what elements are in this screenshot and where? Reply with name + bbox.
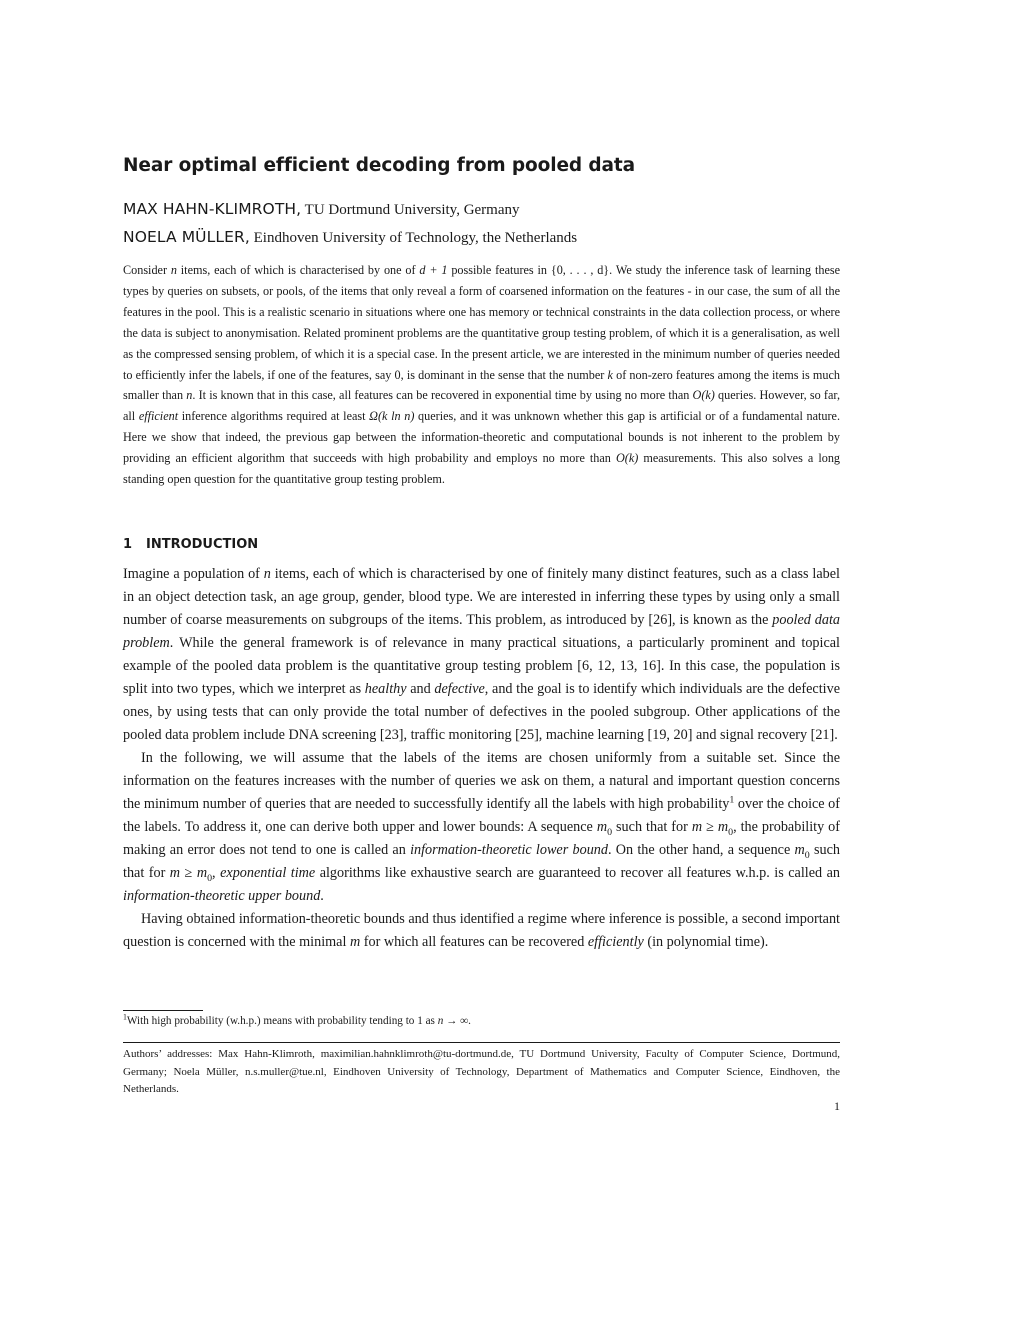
abstract-text: inference algorithms required at least [178, 409, 370, 424]
abstract-text: of non-zero features among the items is much smaller than [123, 367, 840, 403]
body-text: , the probability of making an error does not tend to one is called an [123, 819, 840, 858]
math-m0: m [794, 842, 805, 858]
math-subscript: 0 [207, 872, 213, 884]
math-d-plus-1: d + 1 [419, 263, 448, 277]
author-addresses: Authors’ addresses: Max Hahn-Klimroth, maximilian.hahnklimroth@tu-dortmund.de, TU Dortmund University, Faculty of Computer Science, Dortmund, Germany; Noela Müller, n.s.muller@tue.nl, Eindhoven University of Technology, Department of Mathematics and Computer Science, Eindhoven, the Netherlands. [123, 1048, 840, 1095]
body-text: In the following, we will assume that the labels of the items are chosen uniformly from a suitable set. Since the information on the features increases with the number of queries we ask on them, a natural and important question concerns the minimum number of queries that are needed to successfully identify all the labels with high probability [123, 750, 840, 812]
body-text: for which all features can be recovered [360, 934, 588, 950]
math-k: k [607, 367, 613, 382]
body-emphasis: defective [434, 681, 485, 697]
body-emphasis: healthy [364, 681, 407, 697]
body-text: . [320, 888, 324, 904]
section-heading [123, 537, 258, 552]
math-subscript: 0 [607, 826, 613, 838]
abstract [123, 260, 840, 490]
body-text: (in polynomial time). [643, 934, 769, 950]
paragraph-3 [123, 908, 840, 954]
addresses-divider [123, 1042, 840, 1043]
footnote-text: With high probability (w.h.p.) means with probability tending to 1 as [126, 1015, 438, 1027]
author-affiliation: TU Dortmund University, Germany [301, 202, 520, 218]
author-name: NOELA MÜLLER, [123, 228, 250, 246]
body-text: , [212, 865, 221, 881]
body-text: and [406, 681, 435, 697]
math-n: n [263, 566, 271, 582]
abstract-emphasis: efficient [138, 409, 179, 424]
math-m: m [691, 819, 703, 835]
math-omega-k-ln-n: Ω(k ln n) [369, 409, 415, 424]
math-geq: ≥ [180, 865, 197, 881]
math-O-k: O(k) [692, 388, 715, 403]
author-name: MAX HAHN-KLIMROTH, [123, 200, 302, 218]
math-m0: m [596, 819, 608, 835]
body-text: such that for [123, 842, 840, 881]
body-text: Having obtained information-theoretic bounds and thus identified a regime where inference is possible, a second important question is concerned with the minimal [123, 911, 840, 950]
body-text: algorithms like exhaustive search are guaranteed to recover all features w.h.p. is called an [315, 865, 840, 881]
page-number: 1 [834, 1099, 840, 1113]
math-feature-set: {0, . . . , d} [550, 263, 610, 277]
introduction-body [123, 563, 840, 954]
math-n-to-infinity: n → ∞ [437, 1015, 469, 1027]
author-line-2 [123, 228, 577, 247]
math-m: m [349, 934, 361, 950]
section-title: INTRODUCTION [146, 537, 259, 552]
abstract-text: . We study the inference task of learning these types by queries on subsets, or pools, of the items that only reveal a form of coarsened information on the features - in our case, the sum of all the features in the pool. This is a realistic scenario in situations where one has memory or technical constraints in the data collection process, or where the data is subject to anonymisation. Related prominent problems are the quantitative group testing problem, of which it is a generalisation, as well as the compressed sensing problem, of which it is a special case. In the present article, we are interested in the minimum number of queries needed to efficiently infer the labels, if one of the features, say 0, is dominant in the sense that the number [123, 263, 841, 382]
math-O-k: O(k) [615, 451, 639, 466]
abstract-text: measurements. This also solves a long standing open question for the quantitative group testing problem. [123, 451, 841, 487]
body-text: . While the general framework is of relevance in many practical situations, a particularly prominent and topical example of the pooled data problem is the quantitative group testing problem [6, 12, 13, 16]. In this case, the population is split into two types, which we interpret as [123, 635, 840, 697]
body-text: such that for [612, 819, 692, 835]
abstract-text: queries. However, so far, all [123, 388, 841, 424]
footnote-divider [123, 1010, 203, 1011]
footnote-text: . [468, 1015, 471, 1027]
section-number: 1 [123, 537, 133, 552]
math-n: n [170, 263, 177, 277]
footnote-mark: 1 [123, 1012, 127, 1022]
body-emphasis: efficiently [587, 934, 644, 950]
abstract-text: possible features in [447, 263, 551, 277]
math-geq: ≥ [702, 819, 718, 835]
abstract-text: Consider [123, 263, 171, 277]
footnote-marker: 1 [729, 794, 735, 806]
body-text: , and the goal is to identify which individuals are the defective ones, by using tests that can only provide the total number of defectives in the pooled subgroup. Other applications of the pooled data problem include DNA screening [23], traffic monitoring [25], machine learning [19, 20] and signal recovery [21]. [123, 681, 840, 743]
paragraph-2 [123, 747, 840, 908]
math-subscript: 0 [728, 826, 734, 838]
body-emphasis: information-theoretic lower bound [410, 842, 608, 858]
math-m0: m [717, 819, 729, 835]
abstract-text: . It is known that in this case, all features can be recovered in exponential time by using no more than [192, 388, 693, 403]
author-affiliation: Eindhoven University of Technology, the Netherlands [249, 230, 578, 246]
body-text: over the choice of the labels. To address it, one can derive both upper and lower bounds: A sequence [123, 796, 840, 835]
abstract-text: items, each of which is characterised by one of [176, 263, 420, 277]
body-emphasis: exponential time [220, 865, 316, 881]
body-text: . On the other hand, a sequence [607, 842, 795, 858]
author-line-1 [123, 200, 520, 219]
abstract-text: queries, and it was unknown whether this gap is artificial or of a fundamental nature. Here we show that indeed, the previous gap between the information-theoretic and computational bounds is not inherent to the problem by providing an efficient algorithm that succeeds with high probability and employs no more than [123, 409, 840, 466]
math-m0: m [196, 865, 208, 881]
math-subscript: 0 [804, 849, 810, 861]
body-emphasis: pooled data problem [123, 612, 840, 651]
math-n: n [186, 388, 193, 403]
paper-title: Near optimal efficient decoding from pooled data [123, 155, 636, 176]
body-text: items, each of which is characterised by one of finitely many distinct features, such as a class label in an object detection task, an age group, gender, blood type. We are interested in inferring these types by using only a small number of coarse measurements on subgroups of the items. This problem, as introduced by [26], is known as the [123, 566, 840, 628]
body-emphasis: information-theoretic upper bound [123, 888, 321, 904]
footnote [123, 1013, 840, 1029]
body-text: Imagine a population of [123, 566, 264, 582]
math-m: m [169, 865, 181, 881]
paragraph-1 [123, 563, 840, 747]
